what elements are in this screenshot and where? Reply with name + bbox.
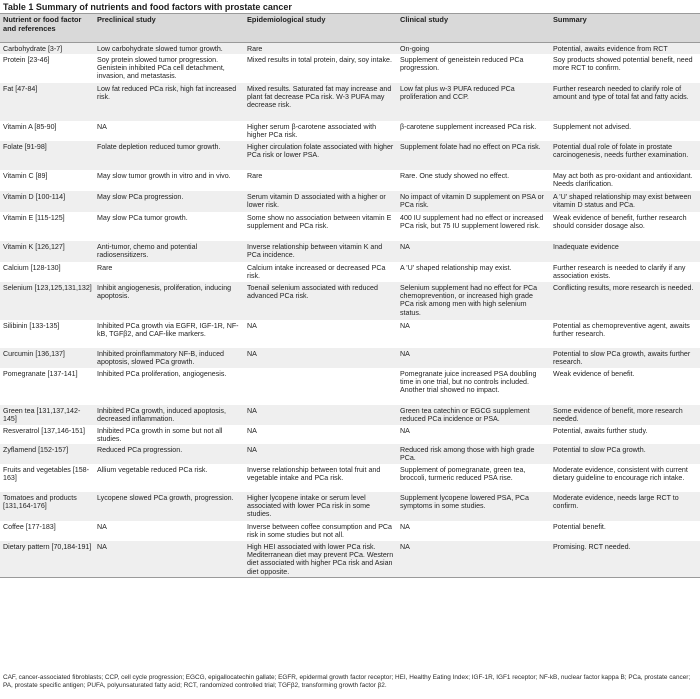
- header-summary: Summary: [550, 14, 700, 43]
- cell-summary: Conflicting results, more research is needed.: [550, 282, 700, 320]
- cell-epidemiological: Toenail selenium associated with reduced advanced PCa risk.: [244, 282, 397, 320]
- cell-preclinical: Allium vegetable reduced PCa risk.: [94, 464, 244, 492]
- cell-clinical: Rare. One study showed no effect.: [397, 170, 550, 191]
- table-row: [0, 241, 700, 262]
- cell-nutrient: Tomatoes and products [131,164-176]: [0, 492, 94, 521]
- table-header: [0, 14, 700, 43]
- cell-epidemiological: Higher circulation folate associated with higher PCa risk or lower PSA.: [244, 141, 397, 170]
- cell-clinical: Supplement lycopene lowered PSA, PCa symptoms in some studies.: [397, 492, 550, 521]
- table-row: [0, 170, 700, 191]
- cell-clinical: Selenium supplement had no effect for PCa chemoprevention, or increased high grade PCa risk among men with high selenium status.: [397, 282, 550, 320]
- cell-preclinical: Lycopene slowed PCa growth, progression.: [94, 492, 244, 521]
- cell-preclinical: Folate depletion reduced tumor growth.: [94, 141, 244, 170]
- cell-preclinical: NA: [94, 521, 244, 541]
- cell-clinical: NA: [397, 425, 550, 444]
- header-preclinical: Preclinical study: [94, 14, 244, 43]
- cell-summary: Supplement not advised.: [550, 121, 700, 141]
- table-row: [0, 521, 700, 541]
- cell-clinical: NA: [397, 521, 550, 541]
- cell-clinical: On-going: [397, 43, 550, 54]
- table-row: [0, 121, 700, 141]
- cell-clinical: Supplement folate had no effect on PCa risk.: [397, 141, 550, 170]
- cell-nutrient: Vitamin A [85-90]: [0, 121, 94, 141]
- table-title: Table 1 Summary of nutrients and food factors with prostate cancer: [3, 2, 292, 12]
- cell-epidemiological: High HEI associated with lower PCa risk. Mediterranean diet may prevent PCa. Western diet associated with higher PCa risk and Asian diet opposite.: [244, 541, 397, 578]
- cell-nutrient: Vitamin D [100-114]: [0, 191, 94, 212]
- cell-clinical: 400 IU supplement had no effect or increased PCa risk, but 75 IU supplement lowered risk.: [397, 212, 550, 241]
- cell-clinical: No impact of vitamin D supplement on PSA or PCa risk.: [397, 191, 550, 212]
- table-row: [0, 141, 700, 170]
- table-row: [0, 425, 700, 444]
- cell-preclinical: May slow tumor growth in vitro and in vivo.: [94, 170, 244, 191]
- cell-clinical: Green tea catechin or EGCG supplement reduced PCa incidence or PSA.: [397, 405, 550, 425]
- cell-summary: Potential benefit.: [550, 521, 700, 541]
- cell-epidemiological: Rare: [244, 43, 397, 54]
- cell-nutrient: Fruits and vegetables [158-163]: [0, 464, 94, 492]
- cell-summary: Inadequate evidence: [550, 241, 700, 262]
- table-row: [0, 83, 700, 121]
- cell-preclinical: May slow PCa progression.: [94, 191, 244, 212]
- cell-summary: Weak evidence of benefit, further research should consider dosage also.: [550, 212, 700, 241]
- cell-preclinical: May slow PCa tumor growth.: [94, 212, 244, 241]
- cell-summary: Some evidence of benefit, more research needed.: [550, 405, 700, 425]
- table-row: [0, 212, 700, 241]
- cell-nutrient: Dietary pattern [70,184-191]: [0, 541, 94, 578]
- cell-epidemiological: NA: [244, 405, 397, 425]
- cell-summary: Further research needed to clarify role of amount and type of total fat and fatty acids.: [550, 83, 700, 121]
- cell-clinical: NA: [397, 320, 550, 348]
- cell-epidemiological: Mixed results in total protein, dairy, soy intake.: [244, 54, 397, 83]
- cell-preclinical: Inhibited PCa growth in some but not all studies.: [94, 425, 244, 444]
- cell-summary: Weak evidence of benefit.: [550, 368, 700, 405]
- table-row: [0, 405, 700, 425]
- cell-nutrient: Fat [47-84]: [0, 83, 94, 121]
- table-row: [0, 320, 700, 348]
- cell-epidemiological: Rare: [244, 170, 397, 191]
- cell-epidemiological: Inverse between coffee consumption and PCa risk in some studies but not all.: [244, 521, 397, 541]
- cell-nutrient: Selenium [123,125,131,132]: [0, 282, 94, 320]
- cell-epidemiological: NA: [244, 444, 397, 464]
- table-row: [0, 54, 700, 83]
- table-row: [0, 348, 700, 368]
- cell-nutrient: Green tea [131,137,142-145]: [0, 405, 94, 425]
- cell-clinical: Pomegranate juice increased PSA doubling time in one trial, but no controls included. Another trial showed no impact.: [397, 368, 550, 405]
- header-epidemiological: Epidemiological study: [244, 14, 397, 43]
- table-row: [0, 262, 700, 282]
- cell-epidemiological: Some show no association between vitamin E supplement and PCa risk.: [244, 212, 397, 241]
- cell-summary: May act both as pro-oxidant and antioxidant. Needs clarification.: [550, 170, 700, 191]
- cell-epidemiological: Serum vitamin D associated with a higher or lower risk.: [244, 191, 397, 212]
- table-body: [0, 43, 700, 578]
- cell-summary: A 'U' shaped relationship may exist between vitamin D status and PCa.: [550, 191, 700, 212]
- table-row: [0, 43, 700, 54]
- table-row: [0, 541, 700, 578]
- cell-epidemiological: Inverse relationship between vitamin K and PCa incidence.: [244, 241, 397, 262]
- cell-clinical: Low fat plus w-3 PUFA reduced PCa proliferation and CCP.: [397, 83, 550, 121]
- cell-preclinical: Low fat reduced PCa risk, high fat increased risk.: [94, 83, 244, 121]
- table-row: [0, 191, 700, 212]
- cell-nutrient: Pomegranate [137-141]: [0, 368, 94, 405]
- cell-epidemiological: Mixed results. Saturated fat may increase and plant fat decrease PCa risk. W-3 PUFA may decrease risk.: [244, 83, 397, 121]
- cell-nutrient: Carbohydrate [3-7]: [0, 43, 94, 54]
- cell-nutrient: Vitamin E [115-125]: [0, 212, 94, 241]
- cell-nutrient: Calcium [128-130]: [0, 262, 94, 282]
- cell-nutrient: Folate [91-98]: [0, 141, 94, 170]
- cell-epidemiological: NA: [244, 320, 397, 348]
- cell-preclinical: Anti-tumor, chemo and potential radiosensitizers.: [94, 241, 244, 262]
- cell-clinical: Supplement of geneistein reduced PCa progression.: [397, 54, 550, 83]
- cell-epidemiological: NA: [244, 425, 397, 444]
- cell-nutrient: Vitamin C [89]: [0, 170, 94, 191]
- cell-epidemiological: Inverse relationship between total fruit and vegetable intake and PCa risk.: [244, 464, 397, 492]
- cell-summary: Moderate evidence, consistent with current dietary guideline to encourage rich intake.: [550, 464, 700, 492]
- cell-epidemiological: Higher serum β-carotene associated with higher PCa risk.: [244, 121, 397, 141]
- cell-preclinical: Reduced PCa progression.: [94, 444, 244, 464]
- header-clinical: Clinical study: [397, 14, 550, 43]
- cell-nutrient: Resveratrol [137,146-151]: [0, 425, 94, 444]
- table-row: [0, 368, 700, 405]
- cell-summary: Potential to slow PCa growth, awaits further research.: [550, 348, 700, 368]
- cell-preclinical: Inhibit angiogenesis, proliferation, inducing apoptosis.: [94, 282, 244, 320]
- cell-summary: Potential, awaits evidence from RCT: [550, 43, 700, 54]
- nutrients-table: [0, 13, 700, 578]
- cell-preclinical: Rare: [94, 262, 244, 282]
- cell-clinical: β-carotene supplement increased PCa risk.: [397, 121, 550, 141]
- cell-preclinical: Inhibited proinflammatory NF-B, induced apoptosis, slowed PCa growth.: [94, 348, 244, 368]
- cell-clinical: Reduced risk among those with high grade PCa.: [397, 444, 550, 464]
- cell-preclinical: Low carbohydrate slowed tumor growth.: [94, 43, 244, 54]
- table-row: [0, 464, 700, 492]
- cell-preclinical: Inhibited PCa growth via EGFR, IGF-1R, NF-kB, TGFβ2, and CAF-like markers.: [94, 320, 244, 348]
- cell-nutrient: Zyflamend [152-157]: [0, 444, 94, 464]
- cell-nutrient: Silibinin [133-135]: [0, 320, 94, 348]
- cell-clinical: NA: [397, 241, 550, 262]
- cell-summary: Moderate evidence, needs large RCT to confirm.: [550, 492, 700, 521]
- cell-epidemiological: NA: [244, 348, 397, 368]
- cell-epidemiological: [244, 368, 397, 405]
- cell-nutrient: Coffee [177-183]: [0, 521, 94, 541]
- cell-nutrient: Vitamin K [126,127]: [0, 241, 94, 262]
- cell-summary: Promising. RCT needed.: [550, 541, 700, 578]
- cell-summary: Potential to slow PCa growth.: [550, 444, 700, 464]
- cell-epidemiological: Higher lycopene intake or serum level associated with lower PCa risk in some studies.: [244, 492, 397, 521]
- cell-clinical: NA: [397, 541, 550, 578]
- cell-summary: Further research is needed to clarify if any association exists.: [550, 262, 700, 282]
- cell-clinical: NA: [397, 348, 550, 368]
- cell-clinical: A 'U' shaped relationship may exist.: [397, 262, 550, 282]
- cell-summary: Potential as chemopreventive agent, awaits further research.: [550, 320, 700, 348]
- table-footnote: CAF, cancer-associated fibroblasts; CCP, cell cycle progression; EGCG, epigallocatechin gallate; EGFR, epidermal growth factor receptor; HEI, Healthy Eating Index; IGF-1R, IGF1 receptor; NF-kB, nuclear factor kappa B; PCa, prostate cancer; PA, prostate specific antigen; PUFA, polyunsaturated fatty acid; RCT, randomized controlled trial; TGFβ2, transforming growth factor β2.: [3, 674, 691, 689]
- cell-clinical: Supplement of pomegranate, green tea, broccoli, turmeric reduced PSA rise.: [397, 464, 550, 492]
- table-row: [0, 492, 700, 521]
- cell-preclinical: Inhibited PCa proliferation, angiogenesis.: [94, 368, 244, 405]
- header-nutrient: Nutrient or food factor and references: [0, 14, 94, 43]
- cell-preclinical: Soy protein slowed tumor progression. Genistein inhibited PCa cell detachment, invasion, and metastasis.: [94, 54, 244, 83]
- cell-nutrient: Protein [23-46]: [0, 54, 94, 83]
- cell-preclinical: Inhibited PCa growth, induced apoptosis, decreased inflammation.: [94, 405, 244, 425]
- cell-summary: Potential dual role of folate in prostate carcinogenesis, needs further examination.: [550, 141, 700, 170]
- table-row: [0, 282, 700, 320]
- cell-epidemiological: Calcium intake increased or decreased PCa risk.: [244, 262, 397, 282]
- cell-summary: Potential, awaits further study.: [550, 425, 700, 444]
- table-row: [0, 444, 700, 464]
- cell-preclinical: NA: [94, 121, 244, 141]
- cell-nutrient: Curcumin [136,137]: [0, 348, 94, 368]
- cell-preclinical: NA: [94, 541, 244, 578]
- cell-summary: Soy products showed potential benefit, need more RCT to confirm.: [550, 54, 700, 83]
